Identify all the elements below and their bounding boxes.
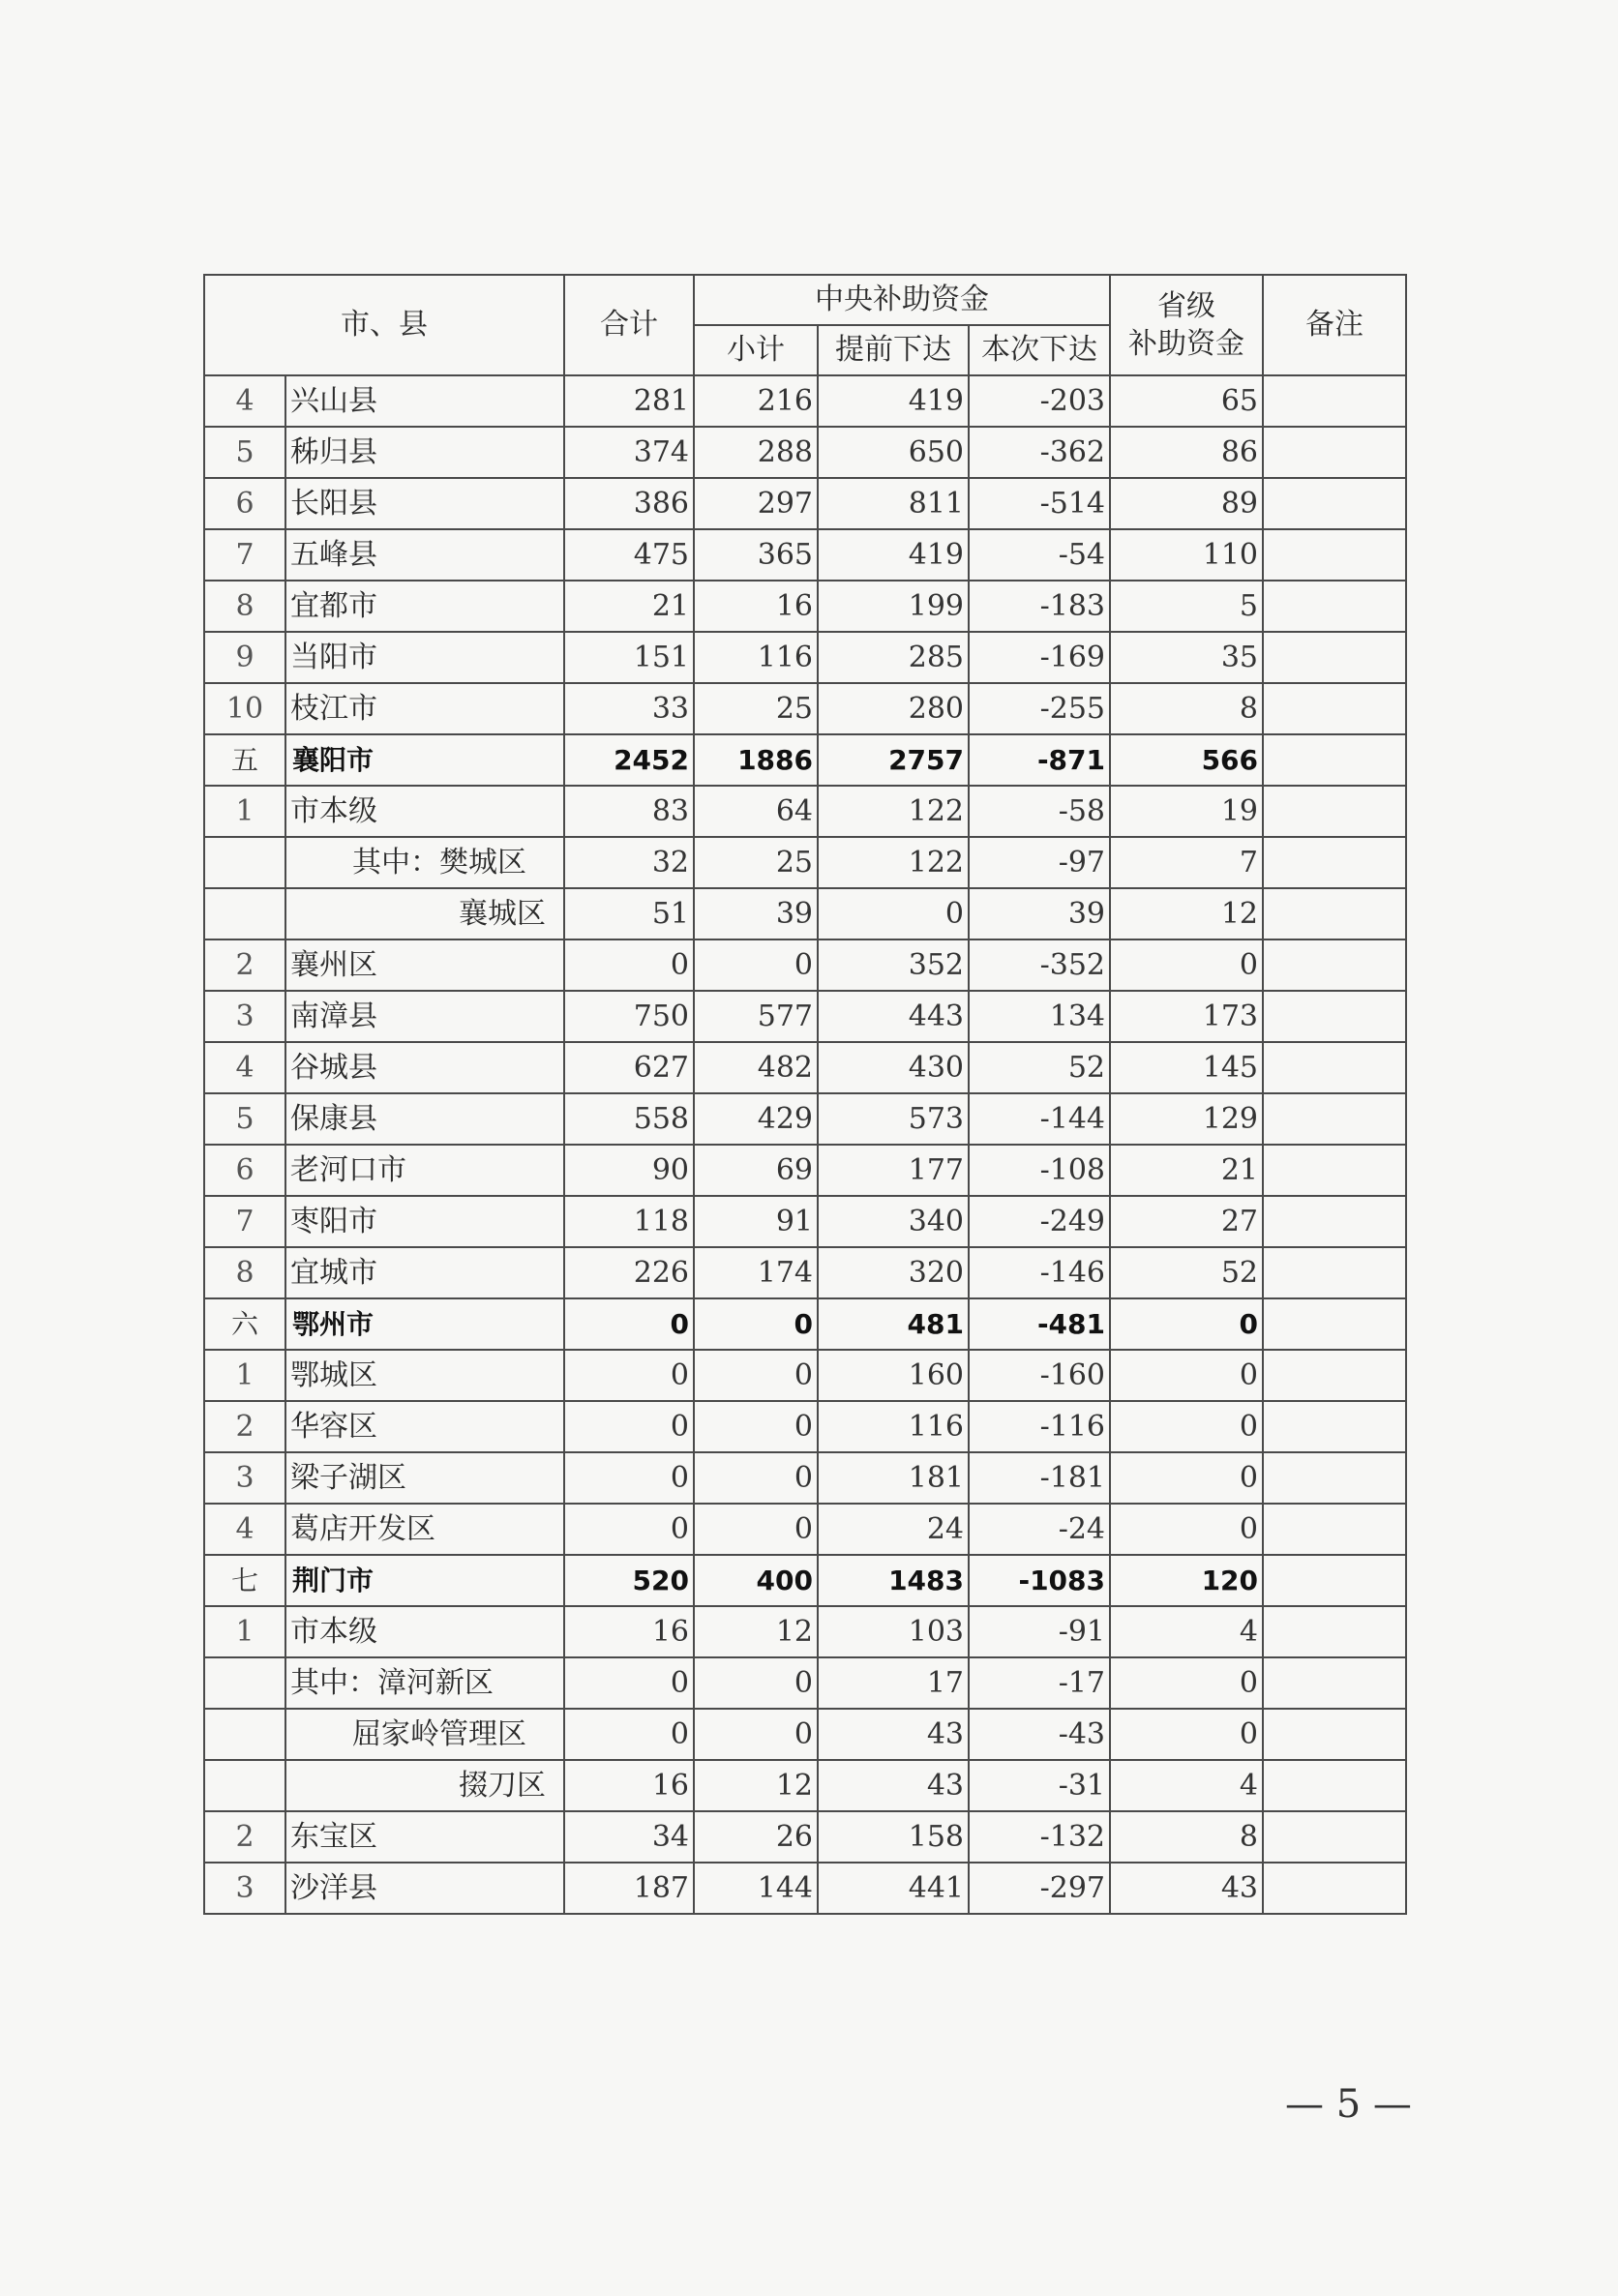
row-subtotal: 39 (694, 888, 818, 939)
header-current: 本次下达 (969, 325, 1110, 375)
row-total: 83 (564, 786, 694, 837)
row-current: -31 (969, 1760, 1110, 1811)
row-subtotal: 0 (694, 1657, 818, 1709)
row-region-name: 沙洋县 (285, 1863, 564, 1914)
row-advance: 103 (818, 1606, 969, 1657)
row-advance: 177 (818, 1145, 969, 1196)
row-remarks (1263, 837, 1406, 888)
row-subtotal: 1886 (694, 734, 818, 786)
row-region-name: 襄阳市 (285, 734, 564, 786)
row-total: 34 (564, 1811, 694, 1863)
row-region-name: 保康县 (285, 1093, 564, 1145)
row-provincial: 89 (1110, 478, 1263, 529)
row-remarks (1263, 939, 1406, 991)
row-advance: 122 (818, 837, 969, 888)
row-current: -203 (969, 375, 1110, 427)
row-provincial: 19 (1110, 786, 1263, 837)
row-region-name: 宜都市 (285, 581, 564, 632)
row-remarks (1263, 1657, 1406, 1709)
row-subtotal: 25 (694, 837, 818, 888)
row-remarks (1263, 991, 1406, 1042)
row-remarks (1263, 529, 1406, 581)
row-provincial: 7 (1110, 837, 1263, 888)
row-index: 9 (204, 632, 285, 683)
row-subtotal: 116 (694, 632, 818, 683)
row-region-name: 襄州区 (285, 939, 564, 991)
row-total: 32 (564, 837, 694, 888)
row-subtotal: 288 (694, 427, 818, 478)
row-total: 374 (564, 427, 694, 478)
row-region-name: 五峰县 (285, 529, 564, 581)
row-index: 7 (204, 1196, 285, 1247)
row-total: 0 (564, 1350, 694, 1401)
row-provincial: 0 (1110, 939, 1263, 991)
row-advance: 43 (818, 1709, 969, 1760)
row-total: 558 (564, 1093, 694, 1145)
header-subtotal: 小计 (694, 325, 818, 375)
row-index: 2 (204, 1401, 285, 1452)
row-index: 五 (204, 734, 285, 786)
row-subtotal: 0 (694, 1401, 818, 1452)
row-region-name: 华容区 (285, 1401, 564, 1452)
row-provincial: 120 (1110, 1555, 1263, 1606)
row-index (204, 1760, 285, 1811)
row-region-name: 其中：漳河新区 (285, 1657, 564, 1709)
row-current: -43 (969, 1709, 1110, 1760)
row-region-name: 秭归县 (285, 427, 564, 478)
row-index (204, 837, 285, 888)
row-region-name: 荆门市 (285, 1555, 564, 1606)
row-total: 51 (564, 888, 694, 939)
row-current: -54 (969, 529, 1110, 581)
row-current: -249 (969, 1196, 1110, 1247)
row-advance: 160 (818, 1350, 969, 1401)
table-row (204, 991, 1406, 1042)
row-provincial: 4 (1110, 1760, 1263, 1811)
row-current: -144 (969, 1093, 1110, 1145)
row-provincial: 8 (1110, 683, 1263, 734)
row-advance: 285 (818, 632, 969, 683)
row-provincial: 0 (1110, 1504, 1263, 1555)
table-row (204, 1504, 1406, 1555)
row-region-name: 掇刀区 (285, 1760, 564, 1811)
row-index: 6 (204, 478, 285, 529)
row-current: 52 (969, 1042, 1110, 1093)
row-region-name: 宜城市 (285, 1247, 564, 1298)
table-row (204, 1863, 1406, 1914)
row-index: 4 (204, 1042, 285, 1093)
table-group-row (204, 1555, 1406, 1606)
row-remarks (1263, 683, 1406, 734)
row-current: -160 (969, 1350, 1110, 1401)
table-row (204, 427, 1406, 478)
row-subtotal: 216 (694, 375, 818, 427)
header-row-1 (204, 275, 1406, 325)
row-index: 5 (204, 1093, 285, 1145)
table-group-row (204, 1298, 1406, 1350)
row-index (204, 1709, 285, 1760)
row-provincial: 52 (1110, 1247, 1263, 1298)
row-advance: 280 (818, 683, 969, 734)
row-provincial: 0 (1110, 1709, 1263, 1760)
row-region-name: 梁子湖区 (285, 1452, 564, 1504)
table-row (204, 1811, 1406, 1863)
row-index: 3 (204, 1863, 285, 1914)
row-current: -108 (969, 1145, 1110, 1196)
row-total: 90 (564, 1145, 694, 1196)
row-advance: 122 (818, 786, 969, 837)
row-current: -24 (969, 1504, 1110, 1555)
row-region-name: 襄城区 (285, 888, 564, 939)
row-provincial: 86 (1110, 427, 1263, 478)
row-region-name: 鄂州市 (285, 1298, 564, 1350)
row-index: 2 (204, 1811, 285, 1863)
row-region-name: 枣阳市 (285, 1196, 564, 1247)
row-advance: 116 (818, 1401, 969, 1452)
table-row (204, 939, 1406, 991)
row-advance: 352 (818, 939, 969, 991)
row-provincial: 12 (1110, 888, 1263, 939)
row-remarks (1263, 1093, 1406, 1145)
table-row (204, 786, 1406, 837)
row-subtotal: 0 (694, 939, 818, 991)
row-remarks (1263, 1555, 1406, 1606)
row-total: 187 (564, 1863, 694, 1914)
row-region-name: 兴山县 (285, 375, 564, 427)
row-total: 0 (564, 939, 694, 991)
row-provincial: 129 (1110, 1093, 1263, 1145)
table-row (204, 683, 1406, 734)
row-total: 0 (564, 1452, 694, 1504)
table-row (204, 1196, 1406, 1247)
header-total: 合计 (564, 275, 694, 375)
row-current: -352 (969, 939, 1110, 991)
row-current: -58 (969, 786, 1110, 837)
row-total: 0 (564, 1298, 694, 1350)
row-current: -132 (969, 1811, 1110, 1863)
row-total: 16 (564, 1606, 694, 1657)
row-current: -871 (969, 734, 1110, 786)
row-index: 7 (204, 529, 285, 581)
row-provincial: 43 (1110, 1863, 1263, 1914)
row-provincial: 145 (1110, 1042, 1263, 1093)
row-provincial: 65 (1110, 375, 1263, 427)
table-row (204, 632, 1406, 683)
row-current: -1083 (969, 1555, 1110, 1606)
row-index: 1 (204, 1350, 285, 1401)
row-index: 2 (204, 939, 285, 991)
row-advance: 181 (818, 1452, 969, 1504)
header-provincial: 省级 补助资金 (1110, 275, 1263, 375)
row-remarks (1263, 478, 1406, 529)
row-index: 4 (204, 375, 285, 427)
table-row (204, 529, 1406, 581)
row-current: -183 (969, 581, 1110, 632)
row-region-name: 市本级 (285, 1606, 564, 1657)
row-provincial: 0 (1110, 1657, 1263, 1709)
row-provincial: 110 (1110, 529, 1263, 581)
row-remarks (1263, 1606, 1406, 1657)
row-remarks (1263, 1709, 1406, 1760)
row-subtotal: 26 (694, 1811, 818, 1863)
row-index (204, 888, 285, 939)
row-region-name: 长阳县 (285, 478, 564, 529)
row-provincial: 4 (1110, 1606, 1263, 1657)
row-subtotal: 12 (694, 1606, 818, 1657)
table-row (204, 837, 1406, 888)
row-index: 1 (204, 786, 285, 837)
row-remarks (1263, 734, 1406, 786)
row-region-name: 老河口市 (285, 1145, 564, 1196)
row-total: 750 (564, 991, 694, 1042)
row-advance: 24 (818, 1504, 969, 1555)
row-provincial: 5 (1110, 581, 1263, 632)
table-group-row (204, 734, 1406, 786)
row-index: 3 (204, 991, 285, 1042)
row-remarks (1263, 1401, 1406, 1452)
row-advance: 158 (818, 1811, 969, 1863)
row-advance: 340 (818, 1196, 969, 1247)
row-remarks (1263, 1196, 1406, 1247)
row-remarks (1263, 1452, 1406, 1504)
row-region-name: 其中：樊城区 (285, 837, 564, 888)
row-subtotal: 0 (694, 1350, 818, 1401)
row-index: 8 (204, 581, 285, 632)
row-total: 475 (564, 529, 694, 581)
table-row (204, 1401, 1406, 1452)
row-provincial: 21 (1110, 1145, 1263, 1196)
row-subtotal: 25 (694, 683, 818, 734)
row-index: 1 (204, 1606, 285, 1657)
row-total: 281 (564, 375, 694, 427)
row-advance: 573 (818, 1093, 969, 1145)
row-subtotal: 12 (694, 1760, 818, 1811)
row-total: 33 (564, 683, 694, 734)
row-subtotal: 0 (694, 1504, 818, 1555)
row-region-name: 鄂城区 (285, 1350, 564, 1401)
row-current: -362 (969, 427, 1110, 478)
page-number: — 5 — (1285, 2082, 1412, 2127)
row-current: -514 (969, 478, 1110, 529)
row-remarks (1263, 786, 1406, 837)
row-total: 226 (564, 1247, 694, 1298)
row-provincial: 566 (1110, 734, 1263, 786)
row-subtotal: 0 (694, 1709, 818, 1760)
row-advance: 0 (818, 888, 969, 939)
subsidy-table (203, 274, 1407, 1915)
row-advance: 443 (818, 991, 969, 1042)
row-index: 5 (204, 427, 285, 478)
row-advance: 811 (818, 478, 969, 529)
row-total: 386 (564, 478, 694, 529)
row-provincial: 35 (1110, 632, 1263, 683)
table-row (204, 888, 1406, 939)
row-total: 0 (564, 1504, 694, 1555)
row-index: 3 (204, 1452, 285, 1504)
table-row (204, 1247, 1406, 1298)
table-body (204, 375, 1406, 1914)
row-region-name: 屈家岭管理区 (285, 1709, 564, 1760)
row-index (204, 1657, 285, 1709)
row-subtotal: 69 (694, 1145, 818, 1196)
row-subtotal: 365 (694, 529, 818, 581)
row-remarks (1263, 581, 1406, 632)
row-current: 134 (969, 991, 1110, 1042)
row-remarks (1263, 375, 1406, 427)
row-region-name: 市本级 (285, 786, 564, 837)
row-current: -255 (969, 683, 1110, 734)
row-current: -169 (969, 632, 1110, 683)
row-current: 39 (969, 888, 1110, 939)
row-remarks (1263, 427, 1406, 478)
table-row (204, 1709, 1406, 1760)
row-region-name: 枝江市 (285, 683, 564, 734)
row-index: 6 (204, 1145, 285, 1196)
row-total: 0 (564, 1657, 694, 1709)
row-region-name: 葛店开发区 (285, 1504, 564, 1555)
row-remarks (1263, 1042, 1406, 1093)
row-total: 16 (564, 1760, 694, 1811)
row-remarks (1263, 1863, 1406, 1914)
row-region-name: 南漳县 (285, 991, 564, 1042)
row-subtotal: 0 (694, 1452, 818, 1504)
table-row (204, 1657, 1406, 1709)
row-advance: 441 (818, 1863, 969, 1914)
row-remarks (1263, 888, 1406, 939)
row-index: 8 (204, 1247, 285, 1298)
table-row (204, 1093, 1406, 1145)
row-subtotal: 429 (694, 1093, 818, 1145)
row-current: -181 (969, 1452, 1110, 1504)
table-row (204, 1452, 1406, 1504)
row-total: 0 (564, 1709, 694, 1760)
row-subtotal: 144 (694, 1863, 818, 1914)
row-remarks (1263, 1298, 1406, 1350)
row-provincial: 27 (1110, 1196, 1263, 1247)
row-advance: 419 (818, 375, 969, 427)
row-advance: 199 (818, 581, 969, 632)
header-advance: 提前下达 (818, 325, 969, 375)
row-provincial: 8 (1110, 1811, 1263, 1863)
row-index: 4 (204, 1504, 285, 1555)
row-subtotal: 174 (694, 1247, 818, 1298)
row-current: -97 (969, 837, 1110, 888)
row-total: 2452 (564, 734, 694, 786)
table-row (204, 1760, 1406, 1811)
row-remarks (1263, 632, 1406, 683)
row-region-name: 当阳市 (285, 632, 564, 683)
row-provincial: 0 (1110, 1452, 1263, 1504)
row-subtotal: 400 (694, 1555, 818, 1606)
table-row (204, 1145, 1406, 1196)
header-region: 市、县 (204, 275, 564, 375)
row-advance: 320 (818, 1247, 969, 1298)
row-current: -91 (969, 1606, 1110, 1657)
row-current: -297 (969, 1863, 1110, 1914)
table-row (204, 478, 1406, 529)
header-central: 中央补助资金 (694, 275, 1110, 325)
row-advance: 43 (818, 1760, 969, 1811)
row-remarks (1263, 1760, 1406, 1811)
row-provincial: 0 (1110, 1298, 1263, 1350)
header-remarks: 备注 (1263, 275, 1406, 375)
row-subtotal: 482 (694, 1042, 818, 1093)
row-remarks (1263, 1350, 1406, 1401)
row-advance: 17 (818, 1657, 969, 1709)
row-provincial: 0 (1110, 1350, 1263, 1401)
row-index: 六 (204, 1298, 285, 1350)
row-subtotal: 91 (694, 1196, 818, 1247)
row-advance: 430 (818, 1042, 969, 1093)
row-total: 0 (564, 1401, 694, 1452)
row-advance: 419 (818, 529, 969, 581)
row-subtotal: 64 (694, 786, 818, 837)
row-total: 151 (564, 632, 694, 683)
row-index: 七 (204, 1555, 285, 1606)
row-provincial: 0 (1110, 1401, 1263, 1452)
row-region-name: 东宝区 (285, 1811, 564, 1863)
row-advance: 1483 (818, 1555, 969, 1606)
table-row (204, 1350, 1406, 1401)
row-advance: 481 (818, 1298, 969, 1350)
row-index: 10 (204, 683, 285, 734)
row-remarks (1263, 1504, 1406, 1555)
row-current: -481 (969, 1298, 1110, 1350)
row-total: 627 (564, 1042, 694, 1093)
row-total: 21 (564, 581, 694, 632)
row-subtotal: 297 (694, 478, 818, 529)
row-provincial: 173 (1110, 991, 1263, 1042)
row-total: 520 (564, 1555, 694, 1606)
row-current: -146 (969, 1247, 1110, 1298)
row-total: 118 (564, 1196, 694, 1247)
row-remarks (1263, 1145, 1406, 1196)
row-region-name: 谷城县 (285, 1042, 564, 1093)
row-subtotal: 16 (694, 581, 818, 632)
row-remarks (1263, 1247, 1406, 1298)
table-row (204, 375, 1406, 427)
row-remarks (1263, 1811, 1406, 1863)
row-subtotal: 577 (694, 991, 818, 1042)
table-row (204, 1042, 1406, 1093)
row-current: -116 (969, 1401, 1110, 1452)
row-advance: 650 (818, 427, 969, 478)
row-advance: 2757 (818, 734, 969, 786)
table-row (204, 581, 1406, 632)
row-current: -17 (969, 1657, 1110, 1709)
table-row (204, 1606, 1406, 1657)
row-subtotal: 0 (694, 1298, 818, 1350)
